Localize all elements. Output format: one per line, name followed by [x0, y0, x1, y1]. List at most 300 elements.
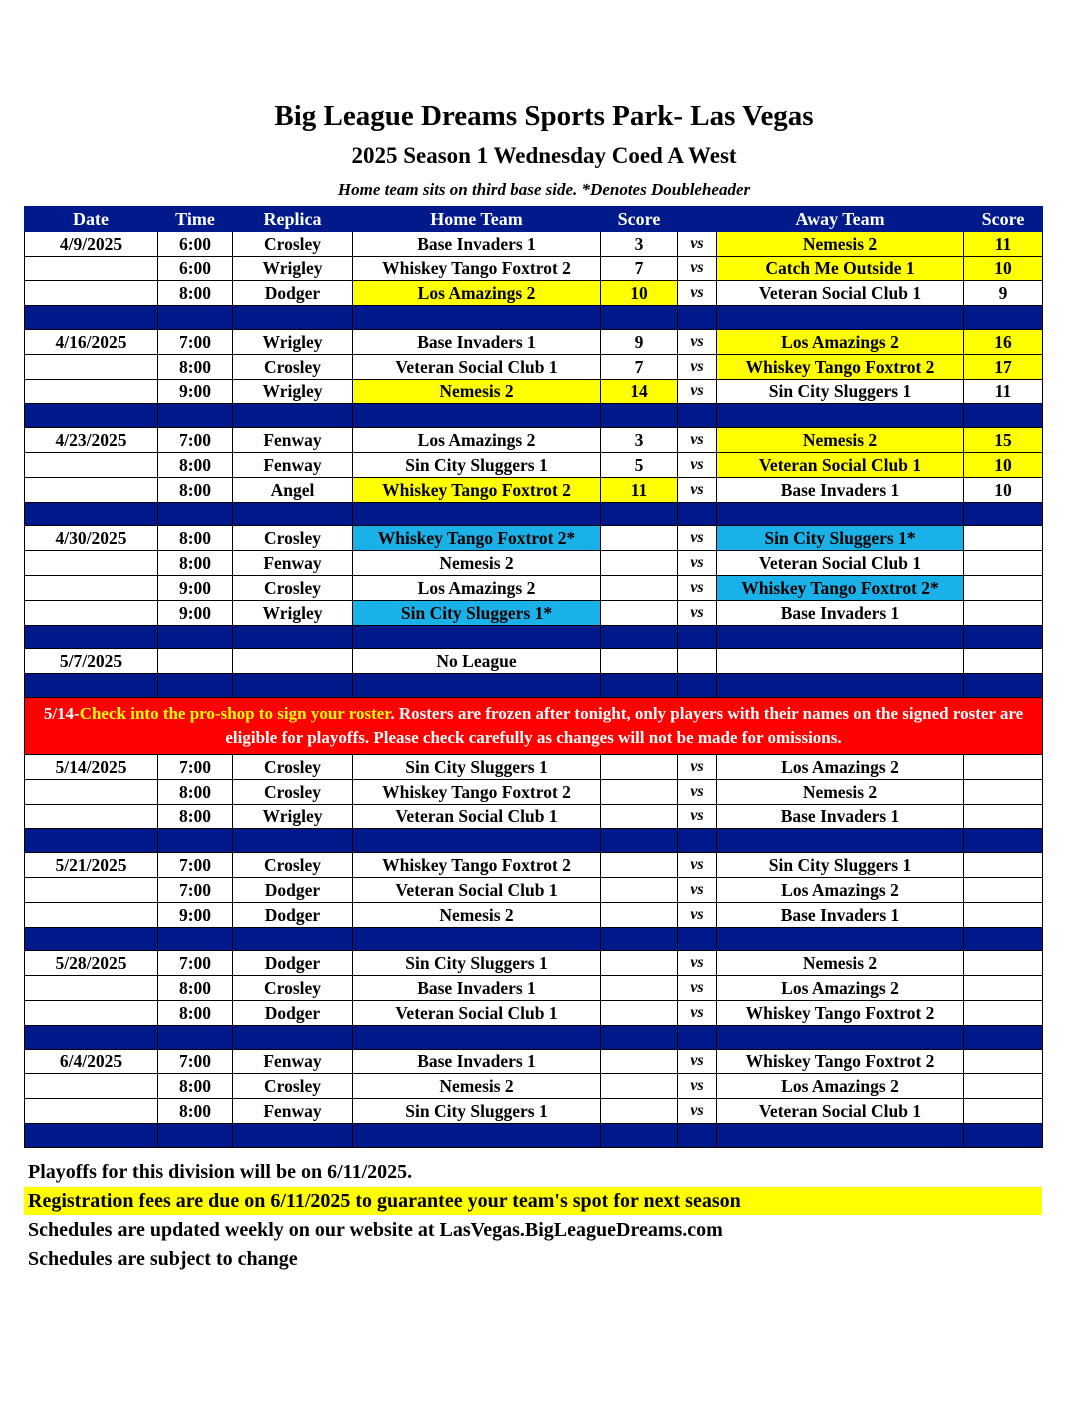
away-team: Los Amazings 2 — [717, 754, 964, 779]
away-score: 17 — [964, 354, 1043, 379]
home-score — [601, 951, 678, 976]
separator-cell — [964, 625, 1043, 649]
away-team: Base Invaders 1 — [717, 600, 964, 625]
away-team: Veteran Social Club 1 — [717, 551, 964, 576]
away-team: Veteran Social Club 1 — [717, 452, 964, 477]
game-field: Dodger — [233, 877, 353, 902]
separator-cell — [964, 1025, 1043, 1049]
home-score — [601, 804, 678, 829]
game-date: 4/9/2025 — [25, 231, 158, 256]
away-score — [964, 951, 1043, 976]
schedule-table — [24, 206, 1043, 1148]
home-score: 9 — [601, 329, 678, 354]
game-field: Wrigley — [233, 804, 353, 829]
home-score: 7 — [601, 256, 678, 281]
table-row — [25, 575, 1043, 600]
separator-cell — [233, 625, 353, 649]
game-time: 9:00 — [158, 379, 233, 404]
away-team: Catch Me Outside 1 — [717, 256, 964, 281]
away-team: Whiskey Tango Foxtrot 2* — [717, 575, 964, 600]
table-row — [25, 976, 1043, 1001]
game-time: 7:00 — [158, 754, 233, 779]
vs-cell: vs — [678, 526, 717, 551]
away-score: 10 — [964, 452, 1043, 477]
page-subtitle: 2025 Season 1 Wednesday Coed A West — [351, 143, 737, 168]
away-score — [964, 902, 1043, 927]
separator-cell — [717, 927, 964, 951]
home-team: Base Invaders 1 — [353, 231, 601, 256]
away-team: Nemesis 2 — [717, 779, 964, 804]
separator-cell — [678, 1123, 717, 1147]
away-team: Nemesis 2 — [717, 951, 964, 976]
table-row — [25, 1074, 1043, 1099]
header-away-team: Away Team — [717, 207, 964, 232]
table-row — [25, 1099, 1043, 1124]
table-row — [25, 452, 1043, 477]
vs-cell: vs — [678, 354, 717, 379]
page-title: Big League Dreams Sports Park- Las Vegas — [274, 100, 814, 132]
game-time: 7:00 — [158, 853, 233, 878]
separator-cell — [678, 927, 717, 951]
game-date — [25, 877, 158, 902]
table-row — [25, 779, 1043, 804]
game-date: 5/14/2025 — [25, 754, 158, 779]
game-date — [25, 1000, 158, 1025]
home-score — [601, 649, 678, 674]
game-date — [25, 902, 158, 927]
table-row — [25, 649, 1043, 674]
game-field: Fenway — [233, 1099, 353, 1124]
separator-cell — [678, 306, 717, 330]
separator-cell — [964, 502, 1043, 526]
game-field: Wrigley — [233, 256, 353, 281]
away-team: Los Amazings 2 — [717, 877, 964, 902]
game-field: Wrigley — [233, 379, 353, 404]
vs-cell: vs — [678, 804, 717, 829]
vs-cell: vs — [678, 329, 717, 354]
no-league-label: No League — [353, 649, 601, 674]
separator-cell — [25, 306, 158, 330]
away-score — [964, 804, 1043, 829]
separator-cell — [353, 927, 601, 951]
vs-cell: vs — [678, 877, 717, 902]
home-team: Whiskey Tango Foxtrot 2 — [353, 477, 601, 502]
game-time: 7:00 — [158, 951, 233, 976]
game-time: 8:00 — [158, 526, 233, 551]
separator-cell — [233, 927, 353, 951]
game-field: Crosley — [233, 779, 353, 804]
vs-cell: vs — [678, 379, 717, 404]
game-time: 8:00 — [158, 1000, 233, 1025]
separator-cell — [158, 404, 233, 428]
game-date — [25, 354, 158, 379]
separator-cell — [158, 674, 233, 698]
home-team: Sin City Sluggers 1 — [353, 951, 601, 976]
home-team: Los Amazings 2 — [353, 428, 601, 453]
home-team: Veteran Social Club 1 — [353, 354, 601, 379]
table-row — [25, 281, 1043, 306]
table-row — [25, 902, 1043, 927]
notice-prefix: 5/14- — [43, 703, 80, 723]
separator-cell — [158, 927, 233, 951]
away-score: 16 — [964, 329, 1043, 354]
separator-cell — [353, 625, 601, 649]
away-team: Los Amazings 2 — [717, 976, 964, 1001]
game-field: Crosley — [233, 1074, 353, 1099]
home-team: Sin City Sluggers 1 — [353, 1099, 601, 1124]
vs-cell: vs — [678, 600, 717, 625]
game-field: Fenway — [233, 452, 353, 477]
home-score — [601, 853, 678, 878]
separator-cell — [717, 625, 964, 649]
notice-highlight: Check into the pro-shop to sign your roster — [79, 703, 391, 723]
home-score — [601, 1099, 678, 1124]
away-score — [964, 575, 1043, 600]
separator-row — [25, 404, 1043, 428]
home-score: 3 — [601, 231, 678, 256]
game-time: 8:00 — [158, 1099, 233, 1124]
separator-cell — [25, 625, 158, 649]
game-date — [25, 256, 158, 281]
game-time: 9:00 — [158, 902, 233, 927]
vs-cell — [678, 649, 717, 674]
separator-row — [25, 829, 1043, 853]
vs-cell: vs — [678, 779, 717, 804]
away-team: Base Invaders 1 — [717, 902, 964, 927]
home-score — [601, 754, 678, 779]
home-score — [601, 1074, 678, 1099]
away-team: Whiskey Tango Foxtrot 2 — [717, 354, 964, 379]
header-time: Time — [158, 207, 233, 232]
separator-cell — [158, 1025, 233, 1049]
roster-notice — [25, 697, 1043, 754]
table-row — [25, 804, 1043, 829]
table-row — [25, 877, 1043, 902]
game-time: 8:00 — [158, 477, 233, 502]
game-field: Crosley — [233, 754, 353, 779]
game-time: 8:00 — [158, 1074, 233, 1099]
separator-cell — [158, 306, 233, 330]
away-team: Los Amazings 2 — [717, 329, 964, 354]
separator-cell — [233, 502, 353, 526]
separator-cell — [25, 502, 158, 526]
home-team: Sin City Sluggers 1 — [353, 452, 601, 477]
separator-cell — [25, 1123, 158, 1147]
separator-cell — [964, 1123, 1043, 1147]
away-team — [717, 649, 964, 674]
game-field: Dodger — [233, 902, 353, 927]
game-field: Fenway — [233, 1049, 353, 1074]
game-time: 8:00 — [158, 804, 233, 829]
away-score: 9 — [964, 281, 1043, 306]
home-team: Los Amazings 2 — [353, 281, 601, 306]
header-row — [25, 207, 1043, 232]
away-team: Sin City Sluggers 1* — [717, 526, 964, 551]
game-field: Crosley — [233, 231, 353, 256]
home-score: 5 — [601, 452, 678, 477]
game-field: Crosley — [233, 526, 353, 551]
separator-cell — [601, 829, 678, 853]
table-row — [25, 256, 1043, 281]
home-score — [601, 976, 678, 1001]
home-team: Veteran Social Club 1 — [353, 1000, 601, 1025]
separator-cell — [353, 502, 601, 526]
game-field: Fenway — [233, 428, 353, 453]
separator-cell — [678, 1025, 717, 1049]
game-date: 6/4/2025 — [25, 1049, 158, 1074]
home-team: Veteran Social Club 1 — [353, 804, 601, 829]
game-time: 8:00 — [158, 976, 233, 1001]
header-date: Date — [25, 207, 158, 232]
away-score — [964, 1074, 1043, 1099]
separator-cell — [678, 625, 717, 649]
vs-cell: vs — [678, 754, 717, 779]
website-note: Schedules are updated weekly on our website at LasVegas.BigLeagueDreams.com — [28, 1219, 723, 1241]
home-score: 3 — [601, 428, 678, 453]
home-team: Nemesis 2 — [353, 379, 601, 404]
home-team: Base Invaders 1 — [353, 329, 601, 354]
separator-cell — [601, 1123, 678, 1147]
separator-cell — [964, 404, 1043, 428]
home-team: Sin City Sluggers 1 — [353, 754, 601, 779]
home-score — [601, 1049, 678, 1074]
away-team: Base Invaders 1 — [717, 477, 964, 502]
home-score — [601, 779, 678, 804]
separator-cell — [717, 306, 964, 330]
separator-cell — [717, 829, 964, 853]
game-time: 8:00 — [158, 779, 233, 804]
separator-cell — [601, 404, 678, 428]
separator-cell — [233, 306, 353, 330]
game-field: Dodger — [233, 951, 353, 976]
roster-notice-row — [25, 697, 1043, 754]
home-score — [601, 1000, 678, 1025]
table-row — [25, 1049, 1043, 1074]
schedule-body — [25, 207, 1043, 1148]
home-team: Veteran Social Club 1 — [353, 877, 601, 902]
separator-cell — [25, 404, 158, 428]
separator-cell — [233, 1025, 353, 1049]
away-score — [964, 1000, 1043, 1025]
game-date — [25, 1074, 158, 1099]
away-score — [964, 600, 1043, 625]
table-row — [25, 526, 1043, 551]
separator-row — [25, 927, 1043, 951]
game-field: Fenway — [233, 551, 353, 576]
game-date — [25, 379, 158, 404]
vs-cell: vs — [678, 551, 717, 576]
separator-cell — [601, 1025, 678, 1049]
header-vs — [678, 207, 717, 232]
game-field: Crosley — [233, 976, 353, 1001]
game-date — [25, 1099, 158, 1124]
schedule-note: Home team sits on third base side. *Denotes Doubleheader — [337, 180, 751, 199]
game-time: 8:00 — [158, 551, 233, 576]
header-home-score: Score — [601, 207, 678, 232]
vs-cell: vs — [678, 853, 717, 878]
separator-cell — [158, 1123, 233, 1147]
vs-cell: vs — [678, 1099, 717, 1124]
separator-row — [25, 1123, 1043, 1147]
separator-cell — [158, 502, 233, 526]
table-row — [25, 231, 1043, 256]
game-date — [25, 575, 158, 600]
separator-cell — [353, 829, 601, 853]
away-score — [964, 1049, 1043, 1074]
home-team: Base Invaders 1 — [353, 1049, 601, 1074]
home-score — [601, 600, 678, 625]
separator-cell — [353, 1123, 601, 1147]
separator-cell — [678, 674, 717, 698]
table-row — [25, 428, 1043, 453]
separator-cell — [353, 674, 601, 698]
game-time: 8:00 — [158, 281, 233, 306]
table-row — [25, 1000, 1043, 1025]
separator-cell — [233, 674, 353, 698]
notice-text: . Rosters are frozen after tonight, only players with their names on the signed roster are eligible for playoffs. Please check carefully as changes will not be made for omissions. — [225, 703, 1024, 747]
table-row — [25, 600, 1043, 625]
vs-cell: vs — [678, 976, 717, 1001]
away-team: Whiskey Tango Foxtrot 2 — [717, 1000, 964, 1025]
separator-cell — [158, 829, 233, 853]
game-date: 4/23/2025 — [25, 428, 158, 453]
game-field: Crosley — [233, 575, 353, 600]
separator-cell — [717, 1025, 964, 1049]
separator-cell — [25, 1025, 158, 1049]
table-row — [25, 354, 1043, 379]
game-time: 8:00 — [158, 452, 233, 477]
table-row — [25, 754, 1043, 779]
game-time: 6:00 — [158, 256, 233, 281]
home-score — [601, 551, 678, 576]
away-score — [964, 976, 1043, 1001]
home-score: 11 — [601, 477, 678, 502]
home-team: Sin City Sluggers 1* — [353, 600, 601, 625]
table-row — [25, 379, 1043, 404]
game-date — [25, 477, 158, 502]
vs-cell: vs — [678, 256, 717, 281]
vs-cell: vs — [678, 477, 717, 502]
game-date — [25, 600, 158, 625]
vs-cell: vs — [678, 902, 717, 927]
vs-cell: vs — [678, 231, 717, 256]
game-field — [233, 649, 353, 674]
table-row — [25, 951, 1043, 976]
game-date: 4/16/2025 — [25, 329, 158, 354]
away-score — [964, 649, 1043, 674]
away-score — [964, 877, 1043, 902]
game-time: 9:00 — [158, 600, 233, 625]
vs-cell: vs — [678, 281, 717, 306]
vs-cell: vs — [678, 428, 717, 453]
separator-cell — [964, 927, 1043, 951]
separator-cell — [678, 829, 717, 853]
game-field: Crosley — [233, 853, 353, 878]
separator-cell — [233, 1123, 353, 1147]
vs-cell: vs — [678, 1049, 717, 1074]
home-team: Whiskey Tango Foxtrot 2* — [353, 526, 601, 551]
home-score — [601, 877, 678, 902]
separator-cell — [353, 1025, 601, 1049]
home-team: Whiskey Tango Foxtrot 2 — [353, 853, 601, 878]
home-score: 14 — [601, 379, 678, 404]
away-team: Whiskey Tango Foxtrot 2 — [717, 1049, 964, 1074]
separator-cell — [964, 306, 1043, 330]
away-score: 10 — [964, 256, 1043, 281]
separator-row — [25, 1025, 1043, 1049]
game-time: 6:00 — [158, 231, 233, 256]
away-team: Nemesis 2 — [717, 428, 964, 453]
away-team: Sin City Sluggers 1 — [717, 853, 964, 878]
table-row — [25, 477, 1043, 502]
away-score: 11 — [964, 231, 1043, 256]
separator-cell — [678, 502, 717, 526]
home-team: Nemesis 2 — [353, 551, 601, 576]
separator-cell — [25, 674, 158, 698]
header-away-score: Score — [964, 207, 1043, 232]
separator-cell — [717, 404, 964, 428]
separator-row — [25, 502, 1043, 526]
home-team: Whiskey Tango Foxtrot 2 — [353, 256, 601, 281]
game-date: 5/21/2025 — [25, 853, 158, 878]
home-team: Nemesis 2 — [353, 902, 601, 927]
away-team: Los Amazings 2 — [717, 1074, 964, 1099]
game-time: 8:00 — [158, 354, 233, 379]
table-row — [25, 551, 1043, 576]
separator-cell — [25, 927, 158, 951]
away-score: 15 — [964, 428, 1043, 453]
separator-cell — [601, 927, 678, 951]
game-time: 7:00 — [158, 1049, 233, 1074]
away-team: Sin City Sluggers 1 — [717, 379, 964, 404]
away-score — [964, 526, 1043, 551]
separator-cell — [964, 829, 1043, 853]
registration-note: Registration fees are due on 6/11/2025 to guarantee your team's spot for next season — [24, 1187, 1042, 1215]
header-replica: Replica — [233, 207, 353, 232]
game-time — [158, 649, 233, 674]
away-score — [964, 1099, 1043, 1124]
game-date — [25, 779, 158, 804]
home-score: 10 — [601, 281, 678, 306]
away-score — [964, 551, 1043, 576]
game-time: 7:00 — [158, 428, 233, 453]
away-team: Veteran Social Club 1 — [717, 1099, 964, 1124]
separator-cell — [717, 674, 964, 698]
game-field: Dodger — [233, 1000, 353, 1025]
separator-row — [25, 674, 1043, 698]
game-field: Wrigley — [233, 600, 353, 625]
header-home-team: Home Team — [353, 207, 601, 232]
separator-cell — [601, 625, 678, 649]
game-date — [25, 452, 158, 477]
home-team: Base Invaders 1 — [353, 976, 601, 1001]
table-row — [25, 853, 1043, 878]
separator-cell — [233, 829, 353, 853]
vs-cell: vs — [678, 452, 717, 477]
separator-cell — [25, 829, 158, 853]
away-team: Nemesis 2 — [717, 231, 964, 256]
away-team: Base Invaders 1 — [717, 804, 964, 829]
home-score — [601, 575, 678, 600]
game-time: 9:00 — [158, 575, 233, 600]
separator-cell — [601, 502, 678, 526]
vs-cell: vs — [678, 575, 717, 600]
separator-cell — [158, 625, 233, 649]
game-field: Crosley — [233, 354, 353, 379]
vs-cell: vs — [678, 1000, 717, 1025]
game-field: Wrigley — [233, 329, 353, 354]
away-team: Veteran Social Club 1 — [717, 281, 964, 306]
